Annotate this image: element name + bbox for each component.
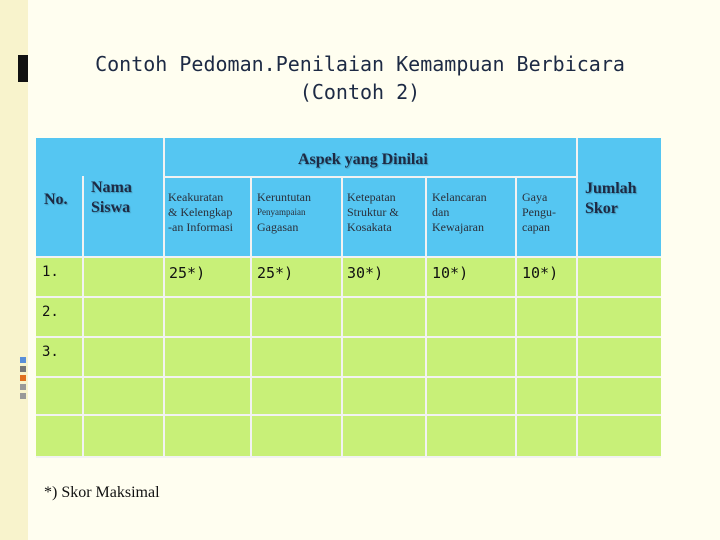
row-separator bbox=[36, 376, 661, 378]
row-no-2: 2. bbox=[42, 304, 59, 320]
accent-bar bbox=[18, 55, 28, 82]
table-row bbox=[36, 378, 661, 414]
aspect-keruntutan: Keruntutan Penyampaian Gagasan bbox=[257, 190, 311, 234]
aspect-kelancaran: Kelancaran dan Kewajaran bbox=[432, 190, 487, 234]
col-header-jumlah: Jumlah Skor bbox=[585, 180, 637, 217]
slide-title bbox=[90, 50, 630, 106]
col-separator bbox=[341, 176, 343, 458]
col-separator bbox=[425, 176, 427, 458]
aspect-keakuratan: Keakuratan & Kelengkap -an Informasi bbox=[168, 190, 233, 234]
col-header-no: No. bbox=[44, 191, 68, 208]
row-no-3: 3. bbox=[42, 344, 59, 360]
title-line-1: Contoh Pedoman.Penilaian Kemampuan Berbicara bbox=[95, 52, 625, 76]
decor-square-orange bbox=[20, 375, 26, 381]
row-separator bbox=[36, 296, 661, 298]
row-separator bbox=[36, 336, 661, 338]
col-separator bbox=[576, 138, 578, 458]
decor-square-blue bbox=[20, 357, 26, 363]
score-gaya: 10*) bbox=[522, 264, 559, 282]
aspect-ketepatan: Ketepatan Struktur & Kosakata bbox=[347, 190, 399, 234]
aspect-gaya: Gaya Pengu- capan bbox=[522, 190, 556, 234]
col-header-nama: Nama Siswa bbox=[91, 179, 132, 216]
score-keruntutan: 25*) bbox=[257, 264, 294, 282]
assessment-table bbox=[36, 138, 661, 458]
title-line-2: (Contoh 2) bbox=[299, 80, 421, 104]
col-separator bbox=[250, 176, 252, 458]
score-kelancaran: 10*) bbox=[432, 264, 469, 282]
col-separator bbox=[163, 138, 165, 458]
aspect-header: Aspek yang Dinilai bbox=[298, 151, 428, 168]
row-no-1: 1. bbox=[42, 264, 59, 280]
row-separator bbox=[36, 414, 661, 416]
col-separator bbox=[515, 176, 517, 458]
decor-square-gray bbox=[20, 366, 26, 372]
table-row bbox=[36, 416, 661, 456]
row-separator bbox=[36, 256, 661, 258]
decor-square-gray-2 bbox=[20, 384, 26, 390]
table-row bbox=[36, 298, 661, 336]
decor-square-gray-3 bbox=[20, 393, 26, 399]
footnote: *) Skor Maksimal bbox=[44, 484, 160, 501]
col-separator bbox=[82, 176, 84, 458]
score-ketepatan: 30*) bbox=[347, 264, 384, 282]
table-row bbox=[36, 338, 661, 376]
score-keakuratan: 25*) bbox=[169, 264, 206, 282]
